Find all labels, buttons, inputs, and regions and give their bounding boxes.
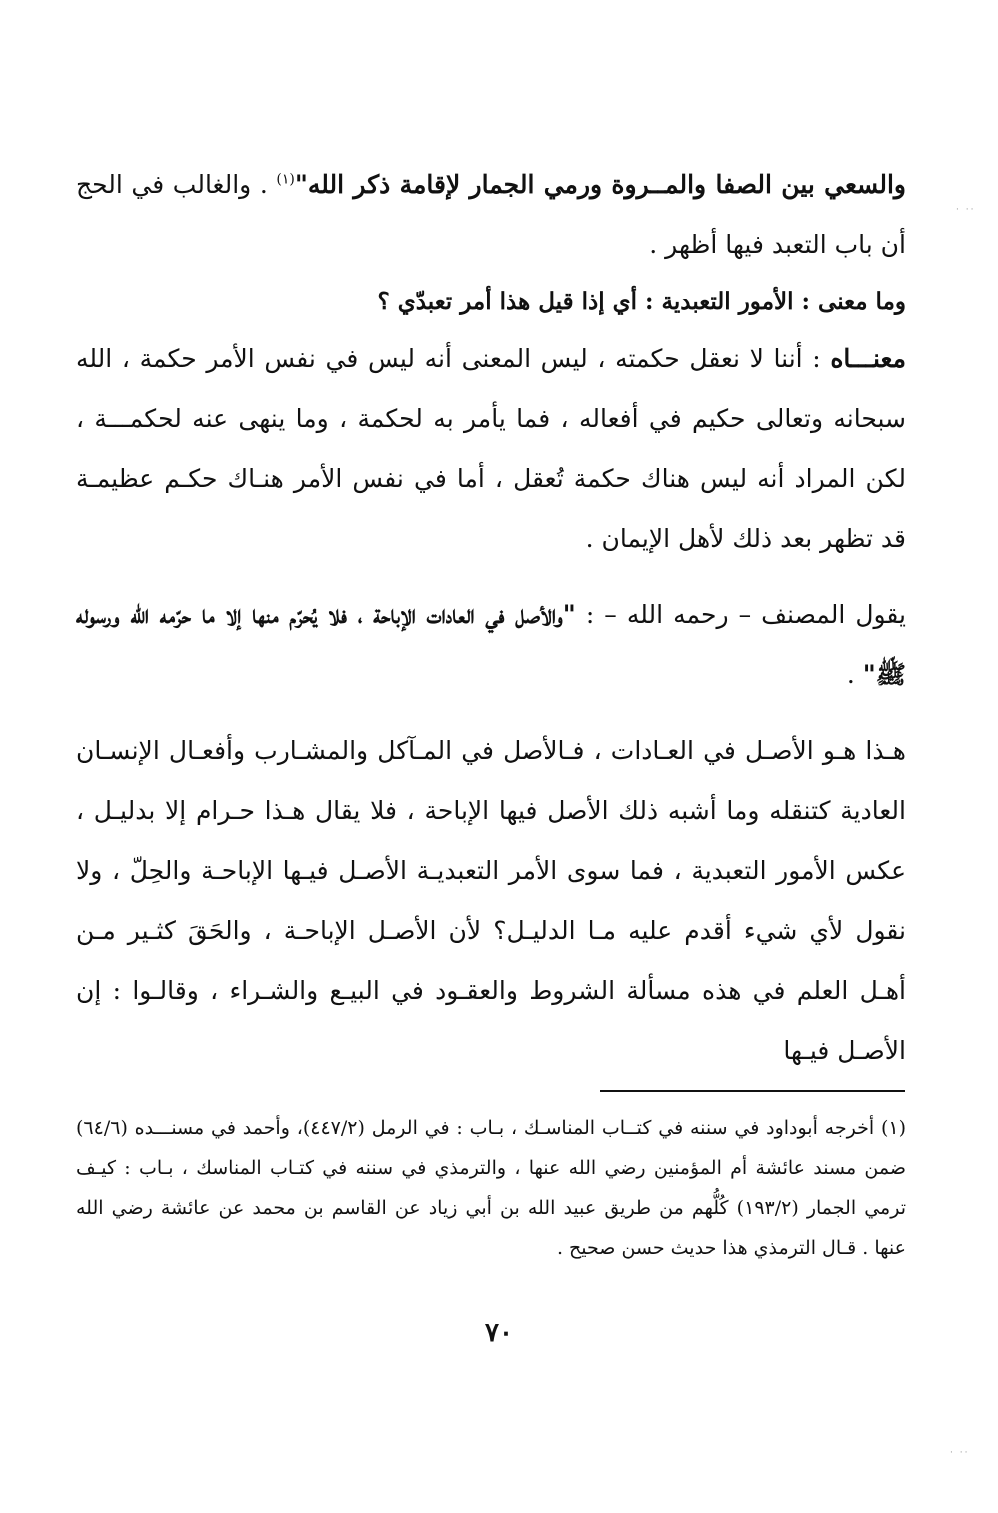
page-number: ٧٠ [485,1318,513,1348]
paragraph-5: هـذا هـو الأصـل في العـادات ، فـالأصل في المـآكل والمشـارب وأفعـال الإنسـان العادية كتنقله وما أشبه ذلك الأصل فيها الإباحة ، فلا يقال هـذا حـرام إلا بدليـل ، عكس الأمور التعبدية ، فما سوى الأمر التعبديـة الأصـل فيـها الإباحـة والحِلّ ، ولا نقول لأي شيء أقدم عليه مـا الدليـل؟ لأن الأصـل الإباحـة ، والحَقَ كثـير مـن أهـل العلم في هذه مسألة الشروط والعقـود في البيـع والشـراء ، وقالـوا : إن الأصـل فيـها [76,736,906,1065]
main-text [76,155,906,1081]
footnote: (١) أخرجه أبوداود في سننه في كتــاب المناسـك ، بـاب : في الرمل (٤٤٧/٢)، وأحمد في مسنـــده (٦٤/٦) ضمن مسند عائشة أم المؤمنين رضي الله عنها ، والترمذي في سننه في كتـاب المناسك ، بـاب : كيـف ترمي الجمار (١٩٣/٢) كُلُّهم من طريق عبيد الله بن أبي زياد عن القاسم بن محمد عن عائشة رضي الله عنها . قـال الترمذي هذا حديث حسن صحيح . [76,1117,906,1259]
footnote-separator [600,1090,905,1092]
paragraph-1-bold: والسعي بين الصفا والمــروة ورمي الجمار لإقامة ذكر الله" [294,170,906,199]
scan-speck: ·· · [956,205,976,215]
author-quote [76,585,906,705]
quote-end: . [846,660,863,689]
paragraph-3-lead: معنـــاه [830,344,906,373]
quote-intro: يقول المصنف – رحمه الله – : [575,600,906,629]
quote-text: "والأصل في العادات الإباحة ، فلا يُحرّم منها إلا ما حرّمه الله ورسوله ﷺ" [76,600,906,689]
question-heading: وما معنى : الأمور التعبدية : أي إذا قيل هذا أمر تعبدّي ؟ [377,288,906,315]
paragraph-1 [76,155,906,275]
paragraph-1-rest: . والغالب في الحج أن باب التعبد فيها أظهر . [76,170,906,259]
paragraph-3-rest: : أننا لا نعقل حكمته ، ليس المعنى أنه ليس في نفس الأمر حكمة ، الله سبحانه وتعالى حكيم في أفعاله ، فما يأمر به لحكمة ، وما ينهى عنه لحكمـــة ، لكن المراد أنه ليس هناك حكمة تُعقل ، أما في نفس الأمر هنـاك حكـم عظيمـة قد تظهر بعد ذلك لأهل الإيمان . [76,344,906,553]
scan-speck: ·· · [950,1448,970,1458]
paragraph-3 [76,329,906,569]
footnote-ref: (١) [276,171,295,188]
